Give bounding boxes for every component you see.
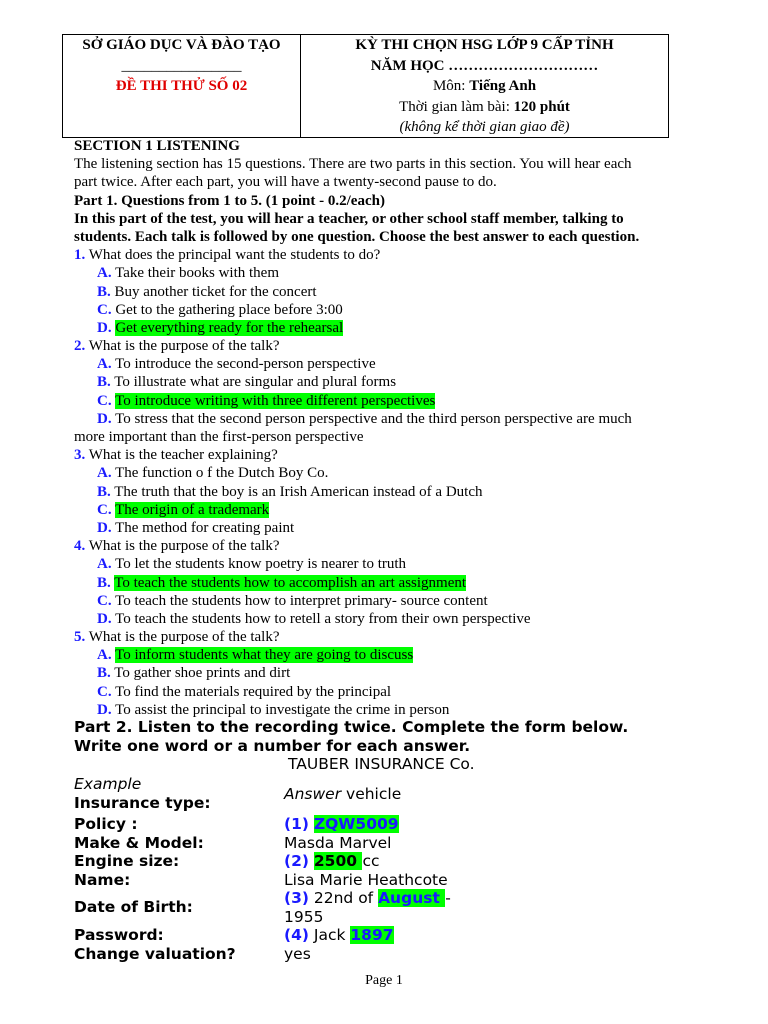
password-label: Password: [74, 926, 164, 944]
part2-instructions [74, 718, 754, 774]
option-letter: C. [97, 683, 112, 700]
section-intro-line-2: part twice. After each part, you will have a twenty-second pause to do. [74, 174, 497, 191]
time-line [301, 97, 668, 118]
form-row-engine [74, 852, 694, 871]
form-row-policy [74, 815, 694, 834]
make-model-label: Make & Model: [74, 833, 204, 852]
dob-prefix: 22nd of [308, 889, 379, 907]
dob-answer: August [378, 889, 446, 907]
option-text: To teach the students how to retell a story from their own perspective [115, 610, 531, 627]
option-letter: C. [97, 501, 112, 518]
option-3a [74, 464, 734, 482]
engine-answer: 2500 [313, 852, 363, 870]
option-5d [74, 701, 734, 719]
option-text: To stress that the second person perspective and the third person perspective are much [115, 410, 632, 427]
option-text: To illustrate what are singular and plural forms [114, 374, 397, 391]
option-text: Buy another ticket for the concert [114, 283, 317, 300]
valuation-label: Change valuation? [74, 944, 236, 963]
option-text-highlighted: To introduce writing with three different perspectives [115, 392, 436, 409]
option-text-highlighted: The origin of a trademark [115, 501, 270, 518]
option-text: To find the materials required by the principal [115, 683, 392, 700]
option-letter: C. [97, 301, 112, 318]
option-letter: A. [97, 356, 112, 373]
question-text: What is the purpose of the talk? [85, 629, 280, 646]
part2-instruction-line-1: Part 2. Listen to the recording twice. Complete the form below. [74, 718, 629, 736]
dob-number: (3) [284, 889, 309, 907]
listening-section [74, 137, 734, 719]
option-text: The truth that the boy is an Irish American instead of a Dutch [114, 483, 483, 500]
exam-header-table [62, 34, 669, 138]
option-1a [74, 264, 734, 282]
option-text-highlighted: To teach the students how to accomplish an art assignment [114, 574, 467, 591]
option-2d-continued: more important than the first-person perspective [74, 429, 364, 445]
option-2a [74, 355, 734, 373]
question-number: 5. [74, 629, 86, 646]
answer-word: Answer [284, 785, 342, 803]
insurance-type-value: vehicle [341, 785, 402, 803]
option-2b [74, 373, 734, 391]
option-text: To teach the students how to interpret primary- source content [115, 592, 488, 609]
question-number: 3. [74, 447, 86, 464]
option-2d [74, 410, 734, 428]
option-5b [74, 664, 734, 682]
time-value: 120 phút [513, 98, 570, 115]
engine-number: (2) [284, 852, 309, 870]
question-5 [74, 628, 734, 646]
name-label: Name: [74, 870, 131, 889]
form-row-name [74, 871, 694, 890]
form-row-insurance [74, 775, 694, 812]
engine-unit: cc [362, 852, 380, 870]
question-text: What is the purpose of the talk? [85, 538, 280, 555]
option-letter: B. [97, 283, 111, 300]
option-4c [74, 592, 734, 610]
part1-instruction-line-1: In this part of the test, you will hear a teacher, or other school staff member, talking to [74, 210, 624, 227]
part2-instruction-line-2: Write one word or a number for each answer. [74, 736, 471, 755]
password-answer: 1897 [350, 926, 394, 944]
dob-year: 1955 [284, 907, 324, 926]
subject-line [301, 76, 668, 97]
form-row-make [74, 834, 694, 853]
form-row-valuation [74, 945, 694, 964]
option-text: To gather shoe prints and dirt [114, 665, 291, 682]
policy-label: Policy : [74, 815, 138, 833]
option-letter: D. [97, 519, 112, 536]
option-letter: A. [97, 465, 112, 482]
section-title: SECTION 1 LISTENING [74, 138, 240, 154]
option-text: Take their books with them [115, 265, 279, 282]
exam-title: KỲ THI CHỌN HSG LỚP 9 CẤP TỈNH [355, 37, 614, 53]
question-text: What is the teacher explaining? [85, 447, 278, 464]
option-letter: B. [97, 483, 111, 500]
insurance-value-cell [284, 775, 694, 812]
question-2 [74, 337, 734, 355]
option-4a [74, 555, 734, 573]
form-row-password [74, 926, 694, 945]
exam-number: ĐỀ THI THỬ SỐ 02 [115, 78, 248, 94]
option-letter: A. [97, 265, 112, 282]
option-text-highlighted: Get everything ready for the rehearsal [115, 319, 344, 336]
question-number: 2. [74, 338, 86, 355]
question-text: What is the purpose of the talk? [85, 338, 280, 355]
option-4d [74, 610, 734, 628]
option-3d [74, 519, 734, 537]
question-3 [74, 446, 734, 464]
option-letter: C. [97, 392, 112, 409]
option-1b [74, 283, 734, 301]
subject-value: Tiếng Anh [469, 78, 537, 94]
time-note: (không kể thời gian giao đề) [399, 119, 570, 135]
question-4 [74, 537, 734, 555]
option-text: Get to the gathering place before 3:00 [115, 301, 343, 318]
option-text: To introduce the second-person perspective [115, 356, 376, 373]
option-4b [74, 574, 734, 592]
question-text: What does the principal want the students to do? [85, 247, 381, 264]
option-letter: B. [97, 574, 111, 591]
section-intro-line-1: The listening section has 15 questions. There are two parts in this section. You will hear each [74, 156, 632, 173]
option-letter: B. [97, 665, 111, 682]
option-letter: B. [97, 374, 111, 391]
question-1 [74, 246, 734, 264]
option-letter: A. [97, 647, 112, 664]
insurance-form [74, 775, 694, 963]
password-value-cell [284, 926, 694, 945]
option-letter: D. [97, 319, 112, 336]
policy-number: (1) [284, 815, 309, 833]
option-5c [74, 683, 734, 701]
form-row-dob [74, 889, 694, 926]
option-letter: C. [97, 592, 112, 609]
school-year: NĂM HỌC ………………………… [370, 57, 599, 74]
dob-value-cell [284, 889, 694, 926]
option-letter: D. [97, 701, 112, 718]
option-3b [74, 483, 734, 501]
dob-dash: - [445, 889, 451, 907]
header-left-cell [63, 35, 301, 137]
page-number: Page 1 [365, 973, 403, 988]
engine-size-label: Engine size: [74, 852, 180, 870]
engine-value-cell [284, 852, 694, 871]
make-model-value: Masda Marvel [284, 833, 392, 852]
time-label: Thời gian làm bài: [399, 98, 514, 115]
name-value: Lisa Marie Heathcote [284, 870, 448, 889]
insurance-type-label: Insurance type: [74, 793, 211, 812]
dob-line-1 [284, 889, 694, 908]
option-letter: D. [97, 610, 112, 627]
question-number: 4. [74, 538, 86, 555]
insurance-label-cell [74, 775, 284, 812]
form-title: TAUBER INSURANCE Co. [288, 755, 475, 773]
option-letter: D. [97, 410, 112, 427]
option-3c [74, 501, 734, 519]
option-text: The function o f the Dutch Boy Co. [115, 465, 329, 482]
policy-answer: ZQW5009 [313, 815, 399, 833]
password-prefix: Jack [308, 926, 351, 944]
option-1c [74, 301, 734, 319]
option-1d [74, 319, 734, 337]
header-rule: ________________ [121, 57, 242, 74]
option-letter: A. [97, 556, 112, 573]
option-text-highlighted: To inform students what they are going to discuss [115, 647, 414, 664]
example-label: Example [74, 775, 142, 793]
dob-label: Date of Birth: [74, 898, 193, 916]
part1-instruction-line-2: students. Each talk is followed by one question. Choose the best answer to each question. [74, 228, 640, 245]
question-number: 1. [74, 247, 86, 264]
option-5a [74, 646, 734, 664]
password-number: (4) [284, 926, 309, 944]
valuation-value: yes [284, 944, 311, 963]
part1-title: Part 1. Questions from 1 to 5. (1 point - 0.2/each) [74, 192, 385, 209]
subject-label: Môn: [432, 78, 470, 94]
option-2c [74, 392, 734, 410]
option-text: To assist the principal to investigate the crime in person [115, 701, 450, 718]
department-name: SỞ GIÁO DỤC VÀ ĐÀO TẠO [82, 37, 281, 53]
option-text: The method for creating paint [115, 519, 295, 536]
header-right-cell [301, 35, 668, 137]
policy-value-cell [284, 815, 694, 834]
option-text: To let the students know poetry is nearer to truth [115, 556, 407, 573]
